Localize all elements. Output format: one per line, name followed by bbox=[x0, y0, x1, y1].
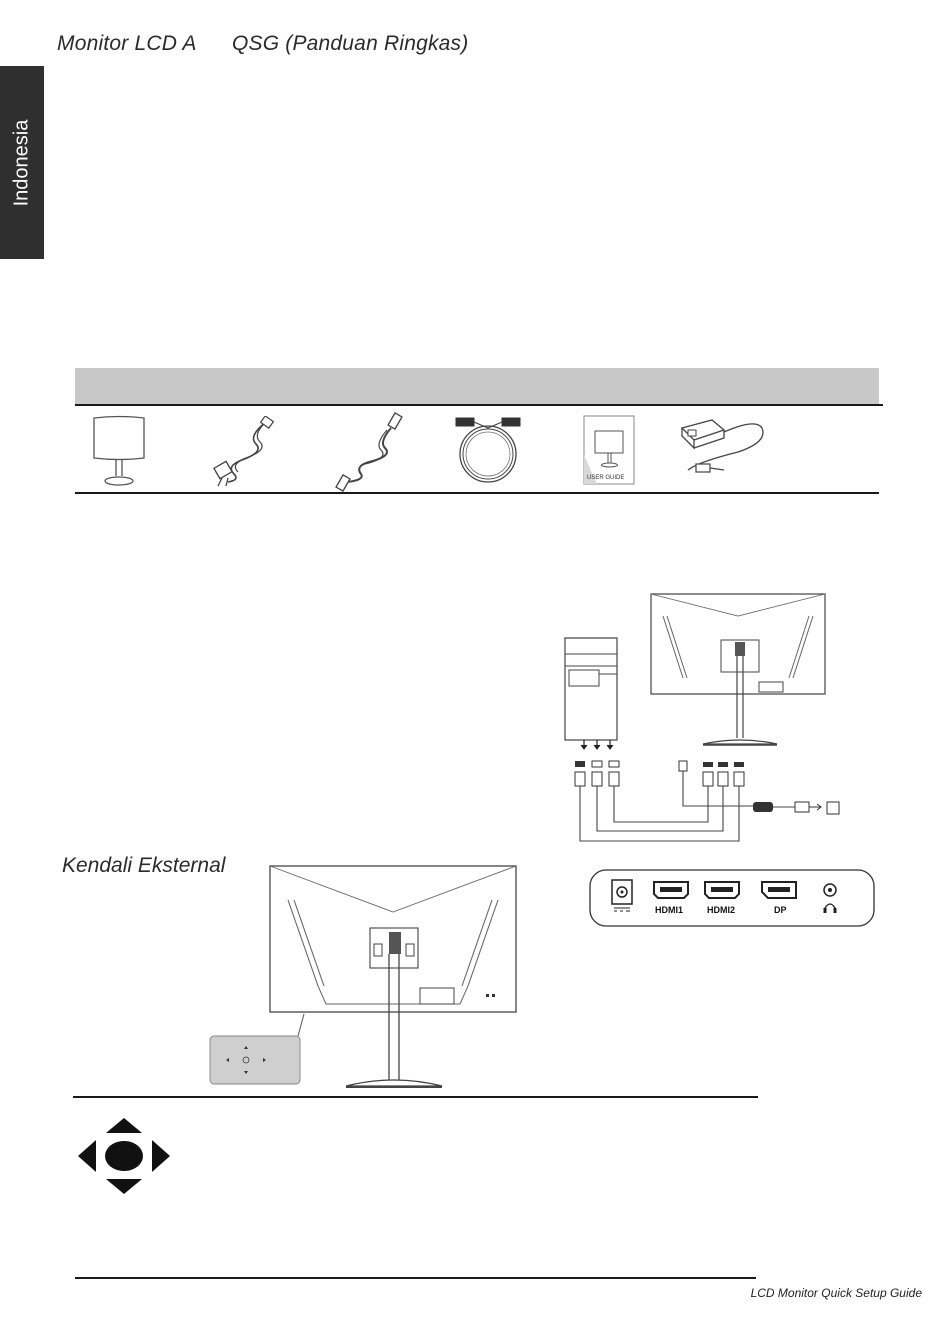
page-footer: LCD Monitor Quick Setup Guide bbox=[750, 1286, 922, 1300]
controls-table-bottom bbox=[75, 1277, 756, 1279]
table-divider-bottom bbox=[75, 492, 879, 494]
external-controls-title: Kendali Eksternal bbox=[62, 854, 226, 877]
io-port-panel bbox=[588, 868, 876, 933]
language-tab bbox=[0, 66, 44, 259]
power-adapter-icon bbox=[678, 414, 770, 482]
package-table-header bbox=[75, 368, 879, 404]
hdmi1-label: HDMI1 bbox=[655, 905, 684, 915]
dp-label: DP bbox=[774, 905, 787, 915]
table-divider-top bbox=[75, 404, 883, 406]
monitor-icon bbox=[88, 414, 150, 488]
monitor-controls-diagram bbox=[206, 864, 522, 1101]
power-cord-icon bbox=[208, 416, 278, 488]
hdmi2-label: HDMI2 bbox=[707, 905, 736, 915]
connection-diagram bbox=[555, 588, 855, 851]
pc-tower-icon bbox=[565, 638, 617, 740]
language-tab-label: Indonesia bbox=[10, 119, 33, 206]
joystick-callout bbox=[210, 1036, 300, 1084]
controls-table-top bbox=[73, 1096, 758, 1098]
hdmi-cable-icon bbox=[335, 412, 405, 492]
user-guide-label: USER GUIDE bbox=[587, 475, 625, 481]
dp-cable-icon bbox=[452, 414, 524, 486]
joystick-icon bbox=[76, 1116, 172, 1201]
page-title: Monitor LCD A QSG (Panduan Ringkas) bbox=[57, 32, 469, 55]
user-guide-icon bbox=[583, 415, 637, 487]
